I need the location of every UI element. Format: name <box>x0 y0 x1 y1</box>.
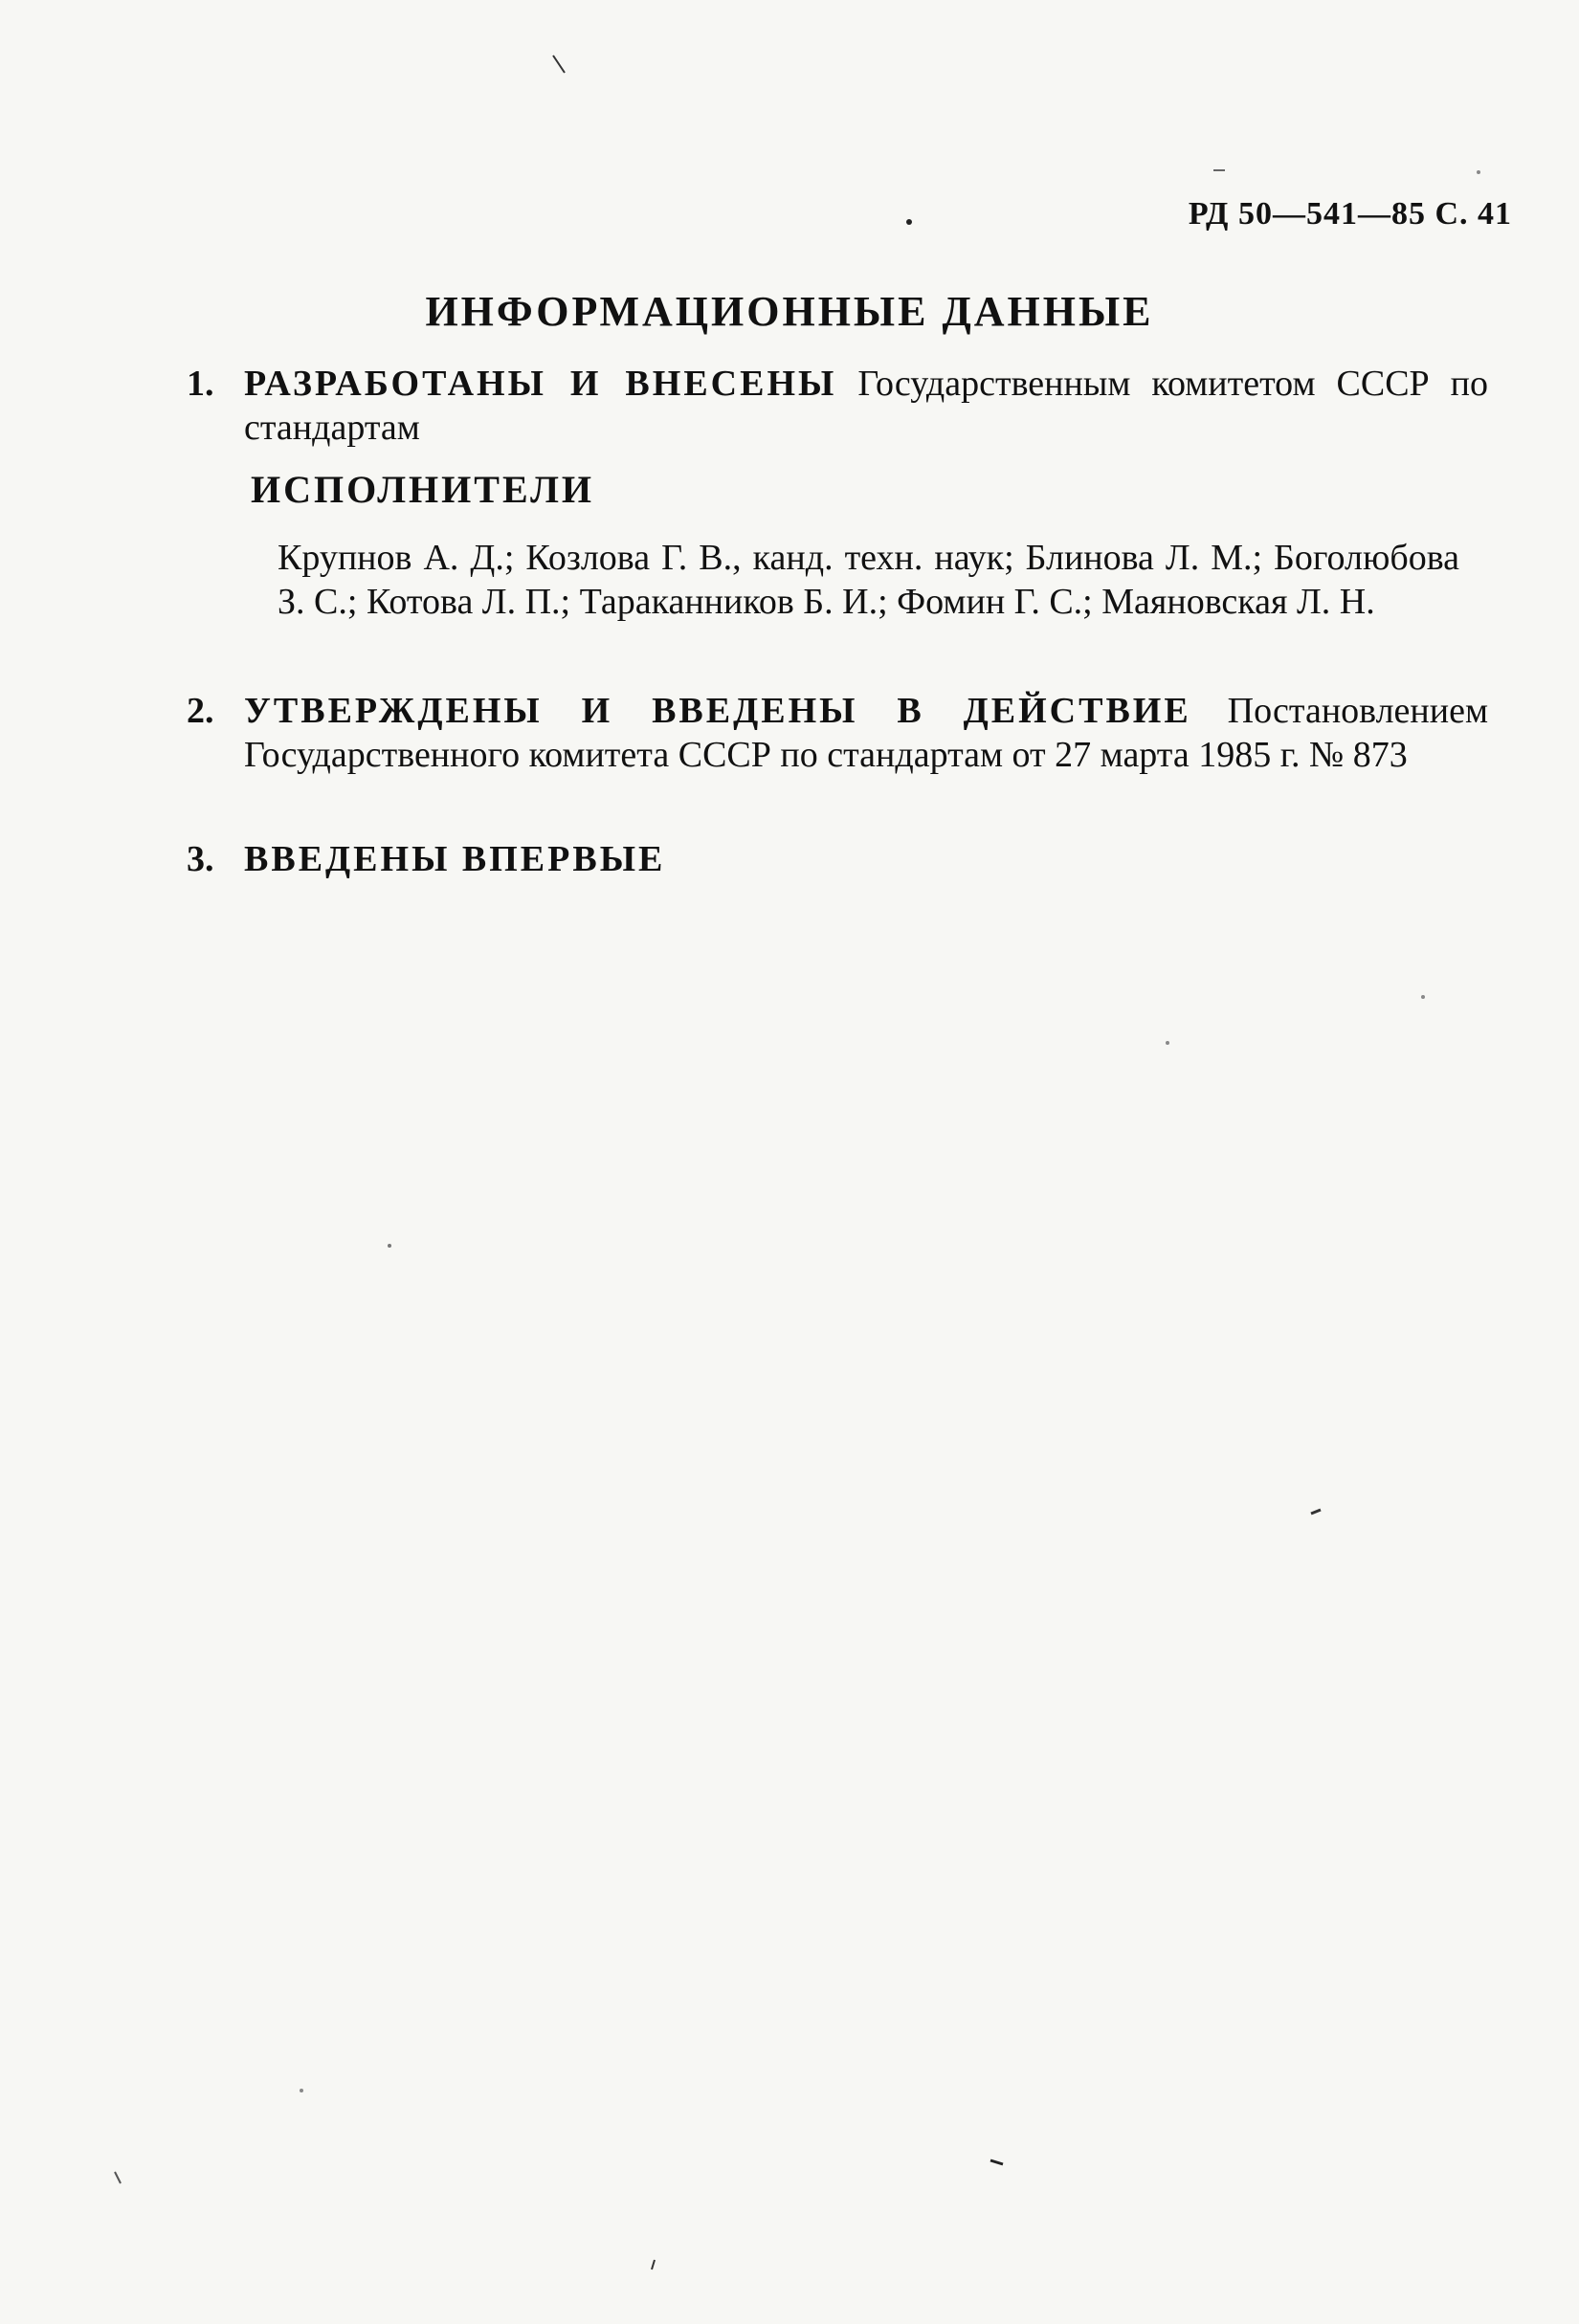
scan-speck <box>906 219 912 225</box>
scan-speck <box>388 1244 391 1248</box>
item-label: РАЗРАБОТАНЫ И ВНЕСЕНЫ <box>244 364 837 404</box>
item-number: 2. <box>187 691 214 731</box>
performers-list: Крупнов А. Д.; Козлова Г. В., канд. техн. наук; Блинова Л. М.; Боголюбова З. С.; Котова Л. П.; Тараканников Б. И.; Фомин Г. С.; Маяновская Л. Н. <box>278 538 1459 622</box>
scan-speck <box>1311 1510 1321 1514</box>
scan-speck <box>652 2260 655 2269</box>
page-reference: РД 50—541—85 С. 41 <box>1188 196 1512 232</box>
item-number: 3. <box>187 839 214 879</box>
scan-speck <box>115 2172 121 2183</box>
item-text: Постановлением Государственного комитета СССР по стандартам от 27 марта 1985 г. № 873 <box>244 691 1489 775</box>
scan-speck <box>1166 1041 1169 1045</box>
scan-speck <box>300 2089 303 2092</box>
item-text: Государственным комитетом СССР по стандартам <box>244 364 1489 448</box>
page-title: ИНФОРМАЦИОННЫЕ ДАННЫЕ <box>425 288 1154 335</box>
scan-speck <box>1421 995 1425 999</box>
item-label: УТВЕРЖДЕНЫ И ВВЕДЕНЫ В ДЕЙСТВИЕ <box>244 691 1191 731</box>
scan-speck <box>553 55 565 73</box>
item-number: 1. <box>187 364 214 404</box>
scan-speck <box>990 2160 1003 2164</box>
item-label: ВВЕДЕНЫ ВПЕРВЫЕ <box>244 839 666 879</box>
scan-speck <box>1477 170 1480 174</box>
performers-heading: ИСПОЛНИТЕЛИ <box>251 468 595 511</box>
